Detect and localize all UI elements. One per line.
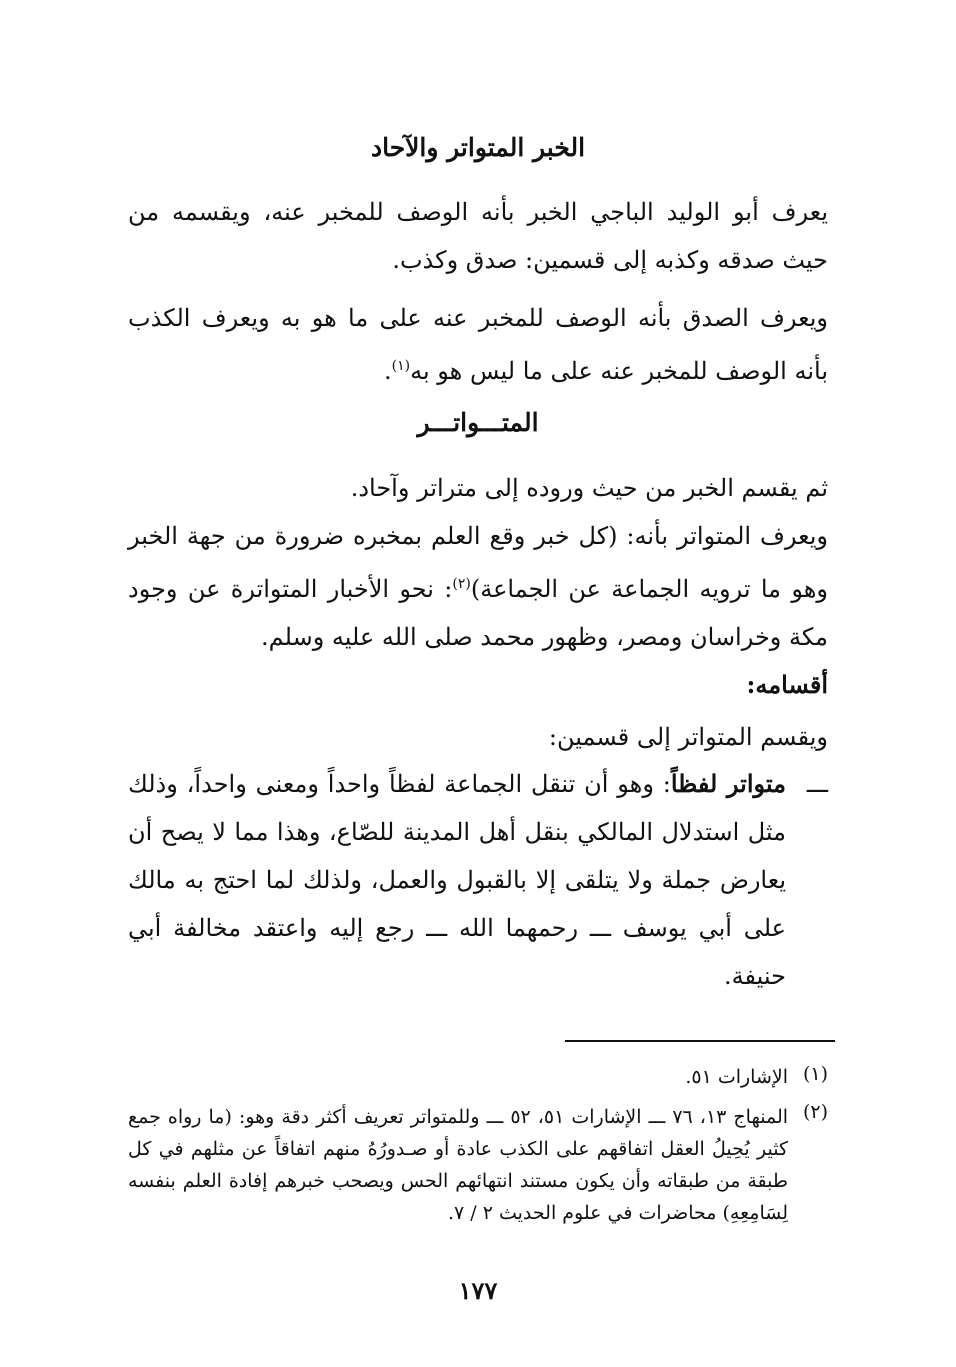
intro-paragraph-2-end: . — [383, 357, 392, 385]
page-title: الخبر المتواتر والآحاد — [370, 133, 586, 162]
page-number: ١٧٧ — [458, 1276, 498, 1305]
divisions-intro: ويقسم المتواتر إلى قسمين: — [548, 723, 828, 751]
section-heading-mutawatir: المتـــواتـــر — [417, 408, 539, 437]
division-item-1-term: متواتر لفظاً — [670, 769, 786, 798]
footnote-2 — [128, 1101, 828, 1261]
list-dash: ـــ — [806, 770, 828, 798]
division-item-1 — [128, 760, 786, 1000]
footnote-1-text: الإشارات ٥١. — [685, 1066, 788, 1088]
footnote-1-number: (١) — [802, 1063, 828, 1085]
footnote-2-text: المنهاج ١٣، ٧٦ ـــ الإشارات ٥١، ٥٢ ـــ وللمتواتر تعريف أكثر دقة وهو: (ما رواه جمع كثير يُحِيلُ العقل اتفاقهم على الكذب عادة أو صـدورُهُ منهم اتفاقاً عن مثلهم في كل طبقة من طبقاته وأن يكون مستند انتهائهم الحس ويصحب خبرهم إفادة العلم بنفسه لِسَامِعِهِ) محاضرات في علوم الحديث ٢ / ٧. — [128, 1106, 789, 1224]
intro-paragraph-1: يعرف أبو الوليد الباجي الخبر بأنه الوصف للمخبر عنه، ويقسمه من حيث صدقه وكذبه إلى قسمين: صدق وكذب. — [128, 198, 828, 274]
footnote-1 — [128, 1063, 828, 1103]
intro-paragraph-2-text: ويعرف الصدق بأنه الوصف للمخبر عنه على ما هو به ويعرف الكذب بأنه الوصف للمخبر عنه على ما ليس هو به — [128, 304, 828, 385]
footnote-ref-2[interactable]: (٢) — [452, 576, 471, 592]
footnote-ref-1[interactable]: (١) — [391, 358, 411, 374]
division-item-1-text: : وهو أن تنقل الجماعة لفظاً واحداً ومعنى واحداً، وذلك مثل استدلال المالكي بنقل أهل المدينة للصّاع، وهذا مما لا يصح أن يعارض جملة ولا يتلقى إلا بالقبول والعمل، ولذلك لما احتج به مالك على أبي يوسف ـــ رحمهما الله ـــ رجع إليه واعتقد مخالفة أبي حنيفة. — [128, 770, 786, 990]
footnote-2-number: (٢) — [802, 1101, 828, 1123]
mutawatir-paragraph-1: ثم يقسم الخبر من حيث وروده إلى متراتر وآحاد. — [350, 474, 828, 502]
mutawatir-definition-text: ويعرف المتواتر بأنه: (كل خبر وقع العلم بمخبره ضرورة من جهة الخبر وهو ما ترويه الجماعة عن الجماعة) — [128, 522, 828, 603]
divisions-heading: أقسامه: — [746, 670, 828, 699]
footnote-separator — [565, 1040, 835, 1042]
intro-paragraph-2 — [128, 294, 828, 395]
mutawatir-definition-paragraph — [128, 512, 828, 661]
mutawatir-definition-examples: : نحو الأخبار المتواترة عن وجود مكة وخراسان ومصر، وظهور محمد صلى الله عليه وسلم. — [128, 575, 828, 651]
